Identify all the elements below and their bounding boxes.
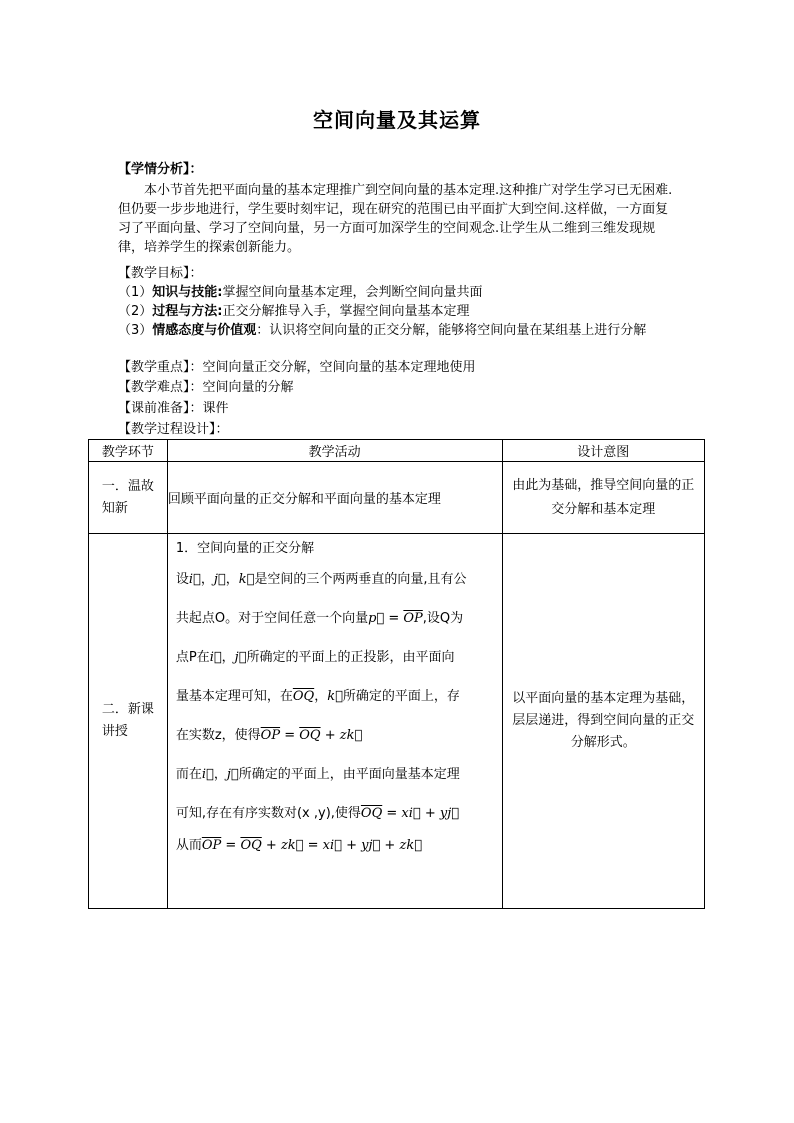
activity-line: 在实数z，使得$\overline{OP} = \overline{OQ}$ + zk⃗ — [175, 728, 363, 743]
activity-cell — [167, 534, 502, 909]
key-point: 【教学重点】：空间向量正交分解，空间向量的基本定理地使用 — [118, 360, 476, 375]
analysis-text: 本小节首先把平面向量的基本定理推广到空间向量的基本定理.这种推广对学生学习已无困难.但仍要一步步地进行，学生要时刻牢记，现在研究的范围已由平面扩大到空间.这样做，一方面复习了平面向量、学习了空间向量，另一方面可加深学生的空间观念.让学生从二维到三维发现规律，培养学生的探索创新能力。 — [118, 183, 673, 255]
stage-cell: 一．温故知新 — [89, 462, 168, 534]
activity-cell: 回顾平面向量的正交分解和平面向量的基本定理 — [167, 462, 502, 534]
activity-line: 设i⃗，j⃗，k⃗是空间的三个两两垂直的向量,且有公 — [175, 572, 467, 587]
activity-line: 而在i⃗，j⃗所确定的平面上，由平面向量基本定理 — [175, 767, 460, 782]
intent-cell: 由此为基础，推导空间向量的正交分解和基本定理 — [502, 462, 704, 534]
goal-item-2: （2）过程与方法:正交分解推导入手，掌握空间向量基本定理 — [118, 304, 470, 319]
goal-item-1: （1）知识与技能:掌握空间向量基本定理，会判断空间向量共面 — [118, 285, 483, 300]
page-title: 空间向量及其运算 — [313, 108, 481, 132]
activity-line: 量基本定理可知，在$\overline{OQ}$，k⃗所确定的平面上，存 — [175, 689, 460, 704]
header-intent: 设计意图 — [502, 440, 704, 462]
activity-line: 共起点O。对于空间任意一个向量p⃗ = $\overline{OP}$,设Q为 — [175, 611, 464, 626]
lesson-table — [88, 439, 705, 909]
analysis-heading: 【学情分析】： — [118, 162, 203, 177]
goals-heading: 【教学目标】： — [118, 266, 203, 281]
table-row — [89, 534, 705, 909]
goal-item-3: （3）情感态度与价值观：认识将空间向量的正交分解，能够将空间向量在某组基上进行分解 — [118, 323, 647, 338]
activity-line: 从而$\overline{OP} = \overline{OQ}$ + zk⃗ = xi⃗ + yj⃗ + zk⃗ — [175, 838, 422, 853]
intent-cell: 以平面向量的基本定理为基础，层层递进，得到空间向量的正交分解形式。 — [502, 534, 704, 909]
preparation: 【课前准备】：课件 — [118, 401, 229, 416]
table-header-row — [89, 440, 705, 462]
stage-cell: 二．新课讲授 — [89, 534, 168, 909]
activity-subtitle: 1．空间向量的正交分解 — [175, 541, 315, 556]
table-row — [89, 462, 705, 534]
difficulty: 【教学难点】：空间向量的分解 — [118, 380, 294, 395]
process-heading: 【教学过程设计】： — [118, 422, 229, 437]
header-stage: 教学环节 — [89, 440, 168, 462]
activity-line: 点P在i⃗，j⃗所确定的平面上的正投影，由平面向 — [175, 650, 455, 665]
header-activity: 教学活动 — [167, 440, 502, 462]
activity-line: 可知,存在有序实数对(x ,y),使得$\overline{OQ}$ = xi⃗ + yj⃗ — [175, 806, 460, 821]
